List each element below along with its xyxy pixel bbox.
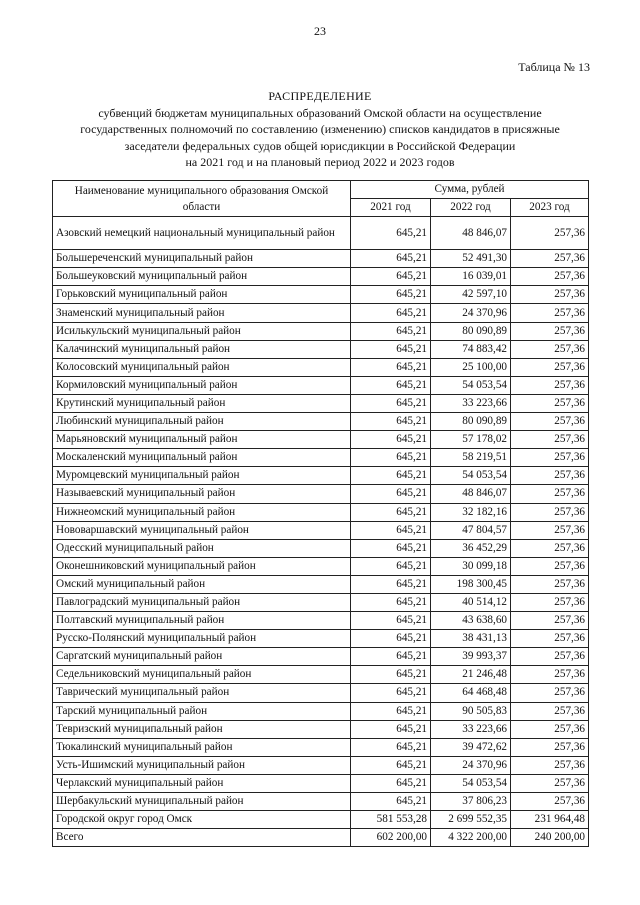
amount-2023: 257,36: [511, 250, 589, 268]
amount-2021: 645,21: [351, 648, 431, 666]
amount-2023: 257,36: [511, 413, 589, 431]
amount-2021: 645,21: [351, 630, 431, 648]
amount-2021: 645,21: [351, 413, 431, 431]
amount-2023: 257,36: [511, 630, 589, 648]
amount-2022: 43 638,60: [431, 612, 511, 630]
municipality-name: Колосовский муниципальный район: [53, 358, 351, 376]
total-label: Всего: [53, 829, 351, 847]
table-row: [53, 630, 589, 648]
amount-2023: 257,36: [511, 431, 589, 449]
table-row: [53, 811, 589, 829]
amount-2022: 30 099,18: [431, 557, 511, 575]
table-row: [53, 521, 589, 539]
amount-2022: 47 804,57: [431, 521, 511, 539]
table-row: [53, 322, 589, 340]
amount-2022: 33 223,66: [431, 720, 511, 738]
municipality-name: Русско-Полянский муниципальный район: [53, 630, 351, 648]
municipality-name: Азовский немецкий национальный муниципальный район: [53, 217, 351, 250]
municipality-name: Нововаршавский муниципальный район: [53, 521, 351, 539]
amount-2022: 2 699 552,35: [431, 811, 511, 829]
municipality-name: Калачинский муниципальный район: [53, 340, 351, 358]
amount-2022: 52 491,30: [431, 250, 511, 268]
amount-2023: 257,36: [511, 217, 589, 250]
municipality-name: Исилькульский муниципальный район: [53, 322, 351, 340]
header-sum: Сумма, рублей: [351, 181, 589, 199]
amount-2021: 645,21: [351, 268, 431, 286]
municipality-name: Муромцевский муниципальный район: [53, 467, 351, 485]
municipality-name: Павлоградский муниципальный район: [53, 593, 351, 611]
table-row: [53, 340, 589, 358]
amount-2021: 645,21: [351, 720, 431, 738]
municipality-name: Оконешниковский муниципальный район: [53, 557, 351, 575]
table-row: [53, 684, 589, 702]
amount-2022: 16 039,01: [431, 268, 511, 286]
amount-2022: 24 370,96: [431, 304, 511, 322]
table-row: [53, 702, 589, 720]
header-year-2022: 2022 год: [431, 199, 511, 217]
page-number: 23: [314, 24, 326, 38]
municipality-name: Шербакульский муниципальный район: [53, 793, 351, 811]
amount-2022: 40 514,12: [431, 593, 511, 611]
table-row: [53, 250, 589, 268]
table-row: [53, 593, 589, 611]
amount-2021: 645,21: [351, 575, 431, 593]
distribution-table: [52, 180, 589, 847]
municipality-name: Горьковский муниципальный район: [53, 286, 351, 304]
table-row: [53, 539, 589, 557]
amount-2023: 257,36: [511, 793, 589, 811]
table-row: [53, 217, 589, 250]
amount-2022: 54 053,54: [431, 467, 511, 485]
table-row: [53, 666, 589, 684]
amount-2021: 645,21: [351, 702, 431, 720]
amount-2023: 257,36: [511, 521, 589, 539]
amount-2021: 581 553,28: [351, 811, 431, 829]
amount-2023: 257,36: [511, 557, 589, 575]
amount-2021: 645,21: [351, 217, 431, 250]
municipality-name: Москаленский муниципальный район: [53, 449, 351, 467]
amount-2023: 257,36: [511, 304, 589, 322]
amount-2022: 32 182,16: [431, 503, 511, 521]
amount-2021: 645,21: [351, 612, 431, 630]
amount-2022: 24 370,96: [431, 756, 511, 774]
header-name: Наименование муниципального образования Омской области: [53, 181, 351, 217]
municipality-name: Саргатский муниципальный район: [53, 648, 351, 666]
amount-2021: 645,21: [351, 376, 431, 394]
amount-2022: 58 219,51: [431, 449, 511, 467]
amount-2021: 645,21: [351, 756, 431, 774]
amount-2023: 257,36: [511, 539, 589, 557]
table-row: [53, 376, 589, 394]
amount-2022: 25 100,00: [431, 358, 511, 376]
amount-2021: 645,21: [351, 684, 431, 702]
table-row: [53, 774, 589, 792]
municipality-name: Городской округ город Омск: [53, 811, 351, 829]
total-2021: 602 200,00: [351, 829, 431, 847]
amount-2023: 257,36: [511, 612, 589, 630]
amount-2021: 645,21: [351, 250, 431, 268]
municipality-name: Марьяновский муниципальный район: [53, 431, 351, 449]
amount-2022: 48 846,07: [431, 485, 511, 503]
table-row: [53, 413, 589, 431]
amount-2022: 39 993,37: [431, 648, 511, 666]
municipality-name: Омский муниципальный район: [53, 575, 351, 593]
table-row: [53, 557, 589, 575]
amount-2023: 257,36: [511, 268, 589, 286]
municipality-name: Тюкалинский муниципальный район: [53, 738, 351, 756]
municipality-name: Одесский муниципальный район: [53, 539, 351, 557]
amount-2021: 645,21: [351, 358, 431, 376]
municipality-name: Кормиловский муниципальный район: [53, 376, 351, 394]
amount-2021: 645,21: [351, 738, 431, 756]
amount-2023: 257,36: [511, 394, 589, 412]
amount-2021: 645,21: [351, 322, 431, 340]
amount-2021: 645,21: [351, 304, 431, 322]
amount-2022: 198 300,45: [431, 575, 511, 593]
municipality-name: Большеуковский муниципальный район: [53, 268, 351, 286]
amount-2021: 645,21: [351, 503, 431, 521]
amount-2022: 80 090,89: [431, 413, 511, 431]
amount-2021: 645,21: [351, 485, 431, 503]
total-2022: 4 322 200,00: [431, 829, 511, 847]
table-row: [53, 793, 589, 811]
amount-2023: 257,36: [511, 358, 589, 376]
table-row: [53, 286, 589, 304]
municipality-name: Седельниковский муниципальный район: [53, 666, 351, 684]
municipality-name: Называевский муниципальный район: [53, 485, 351, 503]
amount-2023: 257,36: [511, 322, 589, 340]
table-row: [53, 394, 589, 412]
amount-2022: 74 883,42: [431, 340, 511, 358]
table-row: [53, 503, 589, 521]
amount-2021: 645,21: [351, 449, 431, 467]
municipality-name: Крутинский муниципальный район: [53, 394, 351, 412]
total-row: [53, 829, 589, 847]
amount-2022: 54 053,54: [431, 774, 511, 792]
total-2023: 240 200,00: [511, 829, 589, 847]
amount-2023: 257,36: [511, 503, 589, 521]
table-row: [53, 648, 589, 666]
amount-2022: 80 090,89: [431, 322, 511, 340]
amount-2022: 54 053,54: [431, 376, 511, 394]
amount-2023: 257,36: [511, 593, 589, 611]
title-line: заседатели федеральных судов общей юрисдикции в Российской Федерации: [124, 138, 516, 153]
table-row: [53, 738, 589, 756]
table-body: [53, 217, 589, 829]
municipality-name: Черлакский муниципальный район: [53, 774, 351, 792]
amount-2023: 257,36: [511, 774, 589, 792]
municipality-name: Таврический муниципальный район: [53, 684, 351, 702]
amount-2021: 645,21: [351, 793, 431, 811]
municipality-name: Усть-Ишимский муниципальный район: [53, 756, 351, 774]
amount-2022: 37 806,23: [431, 793, 511, 811]
amount-2021: 645,21: [351, 557, 431, 575]
amount-2022: 38 431,13: [431, 630, 511, 648]
title-main: РАСПРЕДЕЛЕНИЕ: [268, 89, 372, 103]
table-row: [53, 720, 589, 738]
amount-2023: 257,36: [511, 485, 589, 503]
amount-2023: 257,36: [511, 684, 589, 702]
municipality-name: Полтавский муниципальный район: [53, 612, 351, 630]
amount-2023: 257,36: [511, 702, 589, 720]
table-row: [53, 431, 589, 449]
table-row: [53, 304, 589, 322]
amount-2023: 257,36: [511, 340, 589, 358]
table-row: [53, 449, 589, 467]
amount-2022: 39 472,62: [431, 738, 511, 756]
table-row: [53, 756, 589, 774]
amount-2022: 57 178,02: [431, 431, 511, 449]
amount-2023: 257,36: [511, 666, 589, 684]
amount-2021: 645,21: [351, 666, 431, 684]
municipality-name: Знаменский муниципальный район: [53, 304, 351, 322]
amount-2023: 257,36: [511, 648, 589, 666]
table-row: [53, 467, 589, 485]
table-row: [53, 612, 589, 630]
amount-2022: 36 452,29: [431, 539, 511, 557]
amount-2022: 48 846,07: [431, 217, 511, 250]
amount-2021: 645,21: [351, 340, 431, 358]
table-row: [53, 485, 589, 503]
title-line: государственных полномочий по составлению (изменению) списков кандидатов в присяжные: [80, 122, 560, 136]
table-row: [53, 268, 589, 286]
amount-2022: 64 468,48: [431, 684, 511, 702]
amount-2023: 231 964,48: [511, 811, 589, 829]
amount-2023: 257,36: [511, 575, 589, 593]
amount-2023: 257,36: [511, 286, 589, 304]
header-year-2021: 2021 год: [351, 199, 431, 217]
amount-2023: 257,36: [511, 376, 589, 394]
table-label: Таблица № 13: [518, 60, 590, 74]
amount-2021: 645,21: [351, 539, 431, 557]
municipality-name: Тевризский муниципальный район: [53, 720, 351, 738]
amount-2021: 645,21: [351, 394, 431, 412]
municipality-name: Нижнеомский муниципальный район: [53, 503, 351, 521]
amount-2022: 42 597,10: [431, 286, 511, 304]
amount-2021: 645,21: [351, 593, 431, 611]
table-row: [53, 575, 589, 593]
document-title: [52, 88, 588, 171]
amount-2021: 645,21: [351, 521, 431, 539]
municipality-name: Тарский муниципальный район: [53, 702, 351, 720]
title-line: субвенций бюджетам муниципальных образований Омской области на осуществление: [98, 105, 542, 120]
amount-2023: 257,36: [511, 756, 589, 774]
amount-2021: 645,21: [351, 286, 431, 304]
amount-2021: 645,21: [351, 467, 431, 485]
header-year-2023: 2023 год: [511, 199, 589, 217]
amount-2022: 21 246,48: [431, 666, 511, 684]
municipality-name: Любинский муниципальный район: [53, 413, 351, 431]
amount-2022: 33 223,66: [431, 394, 511, 412]
municipality-name: Большереченский муниципальный район: [53, 250, 351, 268]
amount-2021: 645,21: [351, 774, 431, 792]
amount-2023: 257,36: [511, 738, 589, 756]
amount-2022: 90 505,83: [431, 702, 511, 720]
title-line: на 2021 год и на плановый период 2022 и 2023 годов: [185, 155, 455, 169]
amount-2023: 257,36: [511, 720, 589, 738]
amount-2021: 645,21: [351, 431, 431, 449]
amount-2023: 257,36: [511, 449, 589, 467]
table-row: [53, 358, 589, 376]
amount-2023: 257,36: [511, 467, 589, 485]
